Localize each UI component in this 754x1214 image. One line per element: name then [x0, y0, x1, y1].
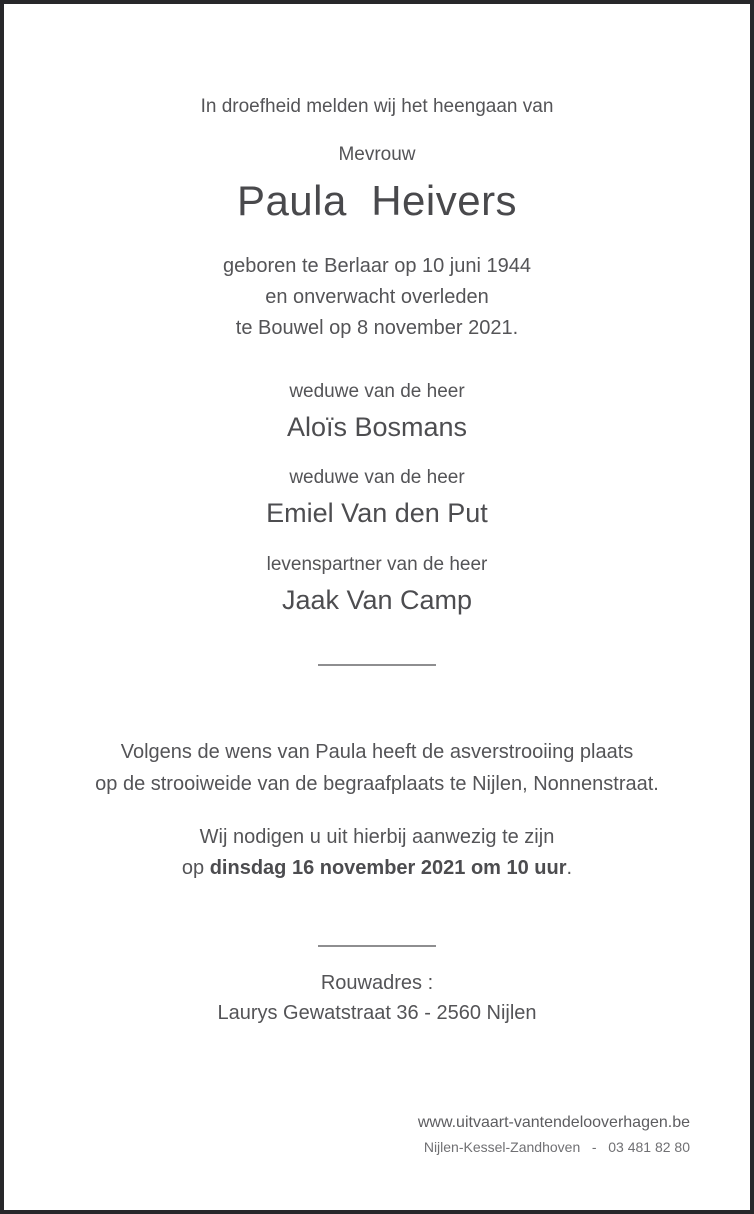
date-prefix: op — [181, 857, 210, 879]
life-details — [4, 251, 750, 344]
relation-block — [4, 466, 750, 530]
death-line-2: te Bouwel op 8 november 2021. — [235, 317, 519, 339]
relation-label: levenspartner van de heer — [266, 554, 488, 575]
date-suffix: . — [566, 857, 573, 879]
invitation-block — [4, 822, 750, 884]
birth-line: geboren te Berlaar op 10 juni 1944 — [222, 255, 531, 277]
ceremony-date: dinsdag 16 november 2021 om 10 uur — [209, 857, 567, 879]
relation-name: Emiel Van den Put — [266, 498, 488, 528]
relation-name: Aloïs Bosmans — [286, 412, 468, 442]
mourning-address-value: Laurys Gewatstraat 36 - 2560 Nijlen — [217, 1002, 537, 1024]
relation-label: weduwe van de heer — [289, 381, 465, 402]
footer-contact-info: Nijlen-Kessel-Zandhoven - 03 481 82 80 — [423, 1139, 690, 1155]
deceased-name: Paula Heivers — [236, 177, 518, 224]
ceremony-announcement — [4, 736, 750, 800]
mourning-address-label: Rouwadres : — [320, 972, 434, 994]
relation-label: weduwe van de heer — [289, 467, 465, 488]
salutation: Mevrouw — [338, 144, 416, 165]
footer-website: www.uitvaart-vantendelooverhagen.be — [417, 1114, 690, 1131]
funeral-home-footer — [4, 1113, 750, 1157]
divider-line — [318, 664, 436, 666]
relation-block — [4, 380, 750, 444]
ceremony-line: op de strooiweide van de begraafplaats te Nijlen, Nonnenstraat. — [95, 773, 659, 795]
divider-line — [318, 945, 436, 947]
death-line-1: en onverwacht overleden — [265, 286, 489, 308]
relation-name: Jaak Van Camp — [281, 585, 473, 615]
relation-block — [4, 553, 750, 617]
ceremony-line: Volgens de wens van Paula heeft de asverstrooiing plaats — [120, 741, 634, 763]
invitation-line: Wij nodigen u uit hierbij aanwezig te zijn — [199, 826, 555, 848]
intro-line: In droefheid melden wij het heengaan van — [200, 96, 554, 117]
ceremony-date-line — [4, 853, 750, 884]
mourning-address-block — [4, 968, 750, 1028]
